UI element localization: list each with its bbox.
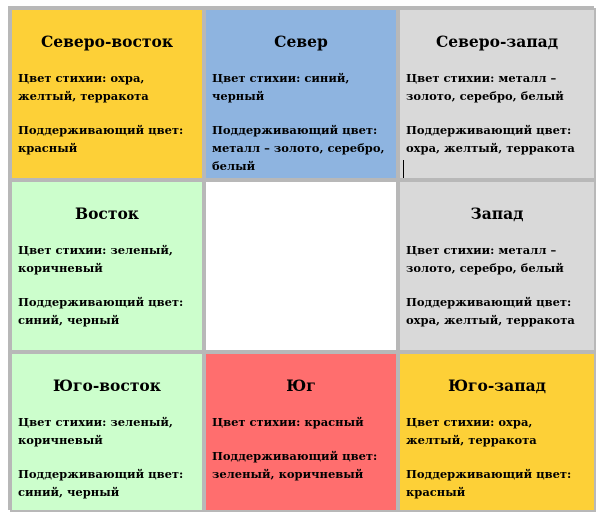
cell-title: Юг <box>286 376 316 395</box>
cell-southwest <box>398 352 596 512</box>
supporting-color-text: Поддерживающий цвет: охра, желтый, терракота <box>406 295 575 327</box>
direction-color-table <box>8 6 594 510</box>
cell-northeast <box>10 8 204 180</box>
cell-northwest <box>398 8 596 180</box>
cell-title: Северо-восток <box>40 32 174 51</box>
element-color-text: Цвет стихии: металл – золото, серебро, белый <box>406 71 564 103</box>
cell-title: Юго-восток <box>53 376 161 395</box>
element-color-text: Цвет стихии: охра, желтый, терракота <box>406 415 537 447</box>
element-color-text: Цвет стихии: красный <box>212 415 364 429</box>
supporting-color-text: Поддерживающий цвет: красный <box>18 123 184 155</box>
cell-south <box>204 352 398 512</box>
element-color-text: Цвет стихии: охра, желтый, терракота <box>18 71 149 103</box>
element-color-text: Цвет стихии: зеленый, коричневый <box>18 243 173 275</box>
element-color-text: Цвет стихии: зеленый, коричневый <box>18 415 173 447</box>
supporting-color-text: Поддерживающий цвет: красный <box>406 467 572 499</box>
cell-east <box>10 180 204 352</box>
cell-title: Юго-запад <box>448 376 546 395</box>
supporting-color-text: Поддерживающий цвет: зеленый, коричневый <box>212 449 378 481</box>
cell-west <box>398 180 596 352</box>
cell-southeast <box>10 352 204 512</box>
cell-title: Север <box>274 32 328 51</box>
cell-north <box>204 8 398 180</box>
text-cursor <box>403 160 404 178</box>
supporting-color-text: Поддерживающий цвет: синий, черный <box>18 467 184 499</box>
supporting-color-text: Поддерживающий цвет: металл – золото, серебро, белый <box>212 123 385 173</box>
cell-title: Восток <box>74 204 139 223</box>
supporting-color-text: Поддерживающий цвет: охра, желтый, терракота <box>406 123 575 155</box>
cell-title: Северо-запад <box>435 32 559 51</box>
cell-center <box>204 180 398 352</box>
supporting-color-text: Поддерживающий цвет: синий, черный <box>18 295 184 327</box>
element-color-text: Цвет стихии: металл – золото, серебро, белый <box>406 243 564 275</box>
cell-title: Запад <box>470 204 524 223</box>
element-color-text: Цвет стихии: синий, черный <box>212 71 350 103</box>
